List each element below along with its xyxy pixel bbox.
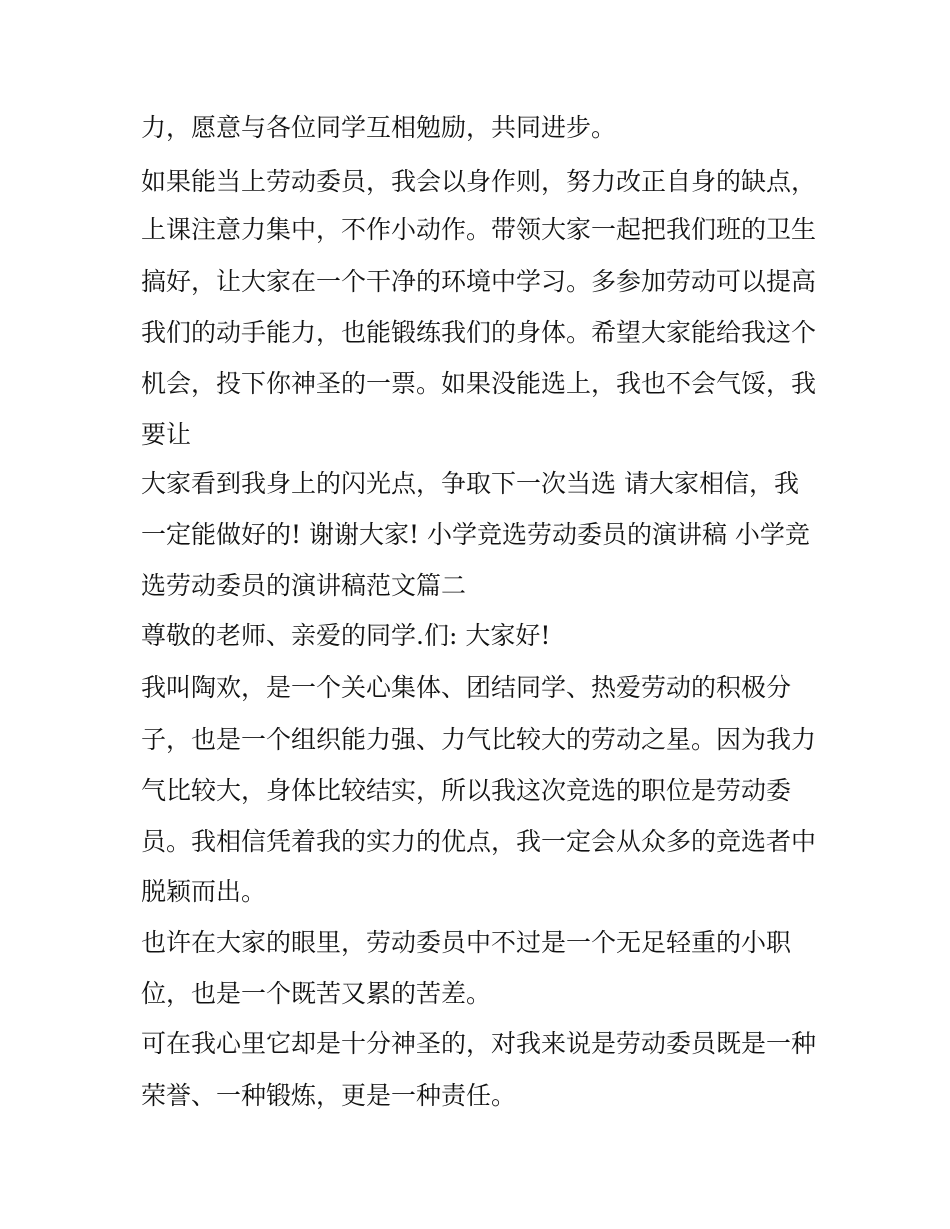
text-line: 尊敬的老师、亲爱的同学.们: 大家好! — [141, 621, 551, 650]
text-line: 要让 — [141, 420, 192, 449]
text-line: 选劳动委员的演讲稿范文篇二 — [141, 571, 467, 600]
text-line: 上课注意力集中，不作小动作。带领大家一起把我们班的卫生 — [141, 215, 817, 244]
text-line: 大家看到我身上的闪光点，争取下一次当选 请大家相信，我 — [141, 469, 799, 498]
text-line: 位，也是一个既苦又累的苦差。 — [141, 979, 492, 1008]
text-line: 搞好，让大家在一个干净的环境中学习。多参加劳动可以提高 — [141, 267, 817, 296]
text-line: 员。我相信凭着我的实力的优点，我一定会从众多的竞选者中 — [141, 827, 817, 856]
text-line: 如果能当上劳动委员，我会以身作则，努力改正自身的缺点， — [141, 167, 817, 196]
text-line: 气比较大，身体比较结实，所以我这次竞选的职位是劳动委 — [141, 776, 792, 805]
text-line: 机会，投下你神圣的一票。如果没能选上，我也不会气馁，我 — [141, 369, 817, 398]
text-line: 一定能做好的! 谢谢大家! 小学竞选劳动委员的演讲稿 小学竞 — [141, 520, 810, 549]
text-line: 我们的动手能力，也能锻练我们的身体。希望大家能给我这个 — [141, 318, 817, 347]
text-line: 脱颖而出。 — [141, 877, 267, 906]
text-line: 荣誉、一种锻炼，更是一种责任。 — [141, 1081, 517, 1110]
text-line: 子，也是一个组织能力强、力气比较大的劳动之星。因为我力 — [141, 725, 817, 754]
text-line: 力，愿意与各位同学互相勉励，共同进步。 — [141, 113, 617, 142]
text-line: 也许在大家的眼里，劳动委员中不过是一个无足轻重的小职 — [141, 928, 792, 957]
text-line: 可在我心里它却是十分神圣的，对我来说是劳动委员既是一种 — [141, 1029, 817, 1058]
text-line: 我叫陶欢，是一个关心集体、团结同学、热爱劳动的积极分 — [141, 673, 792, 702]
